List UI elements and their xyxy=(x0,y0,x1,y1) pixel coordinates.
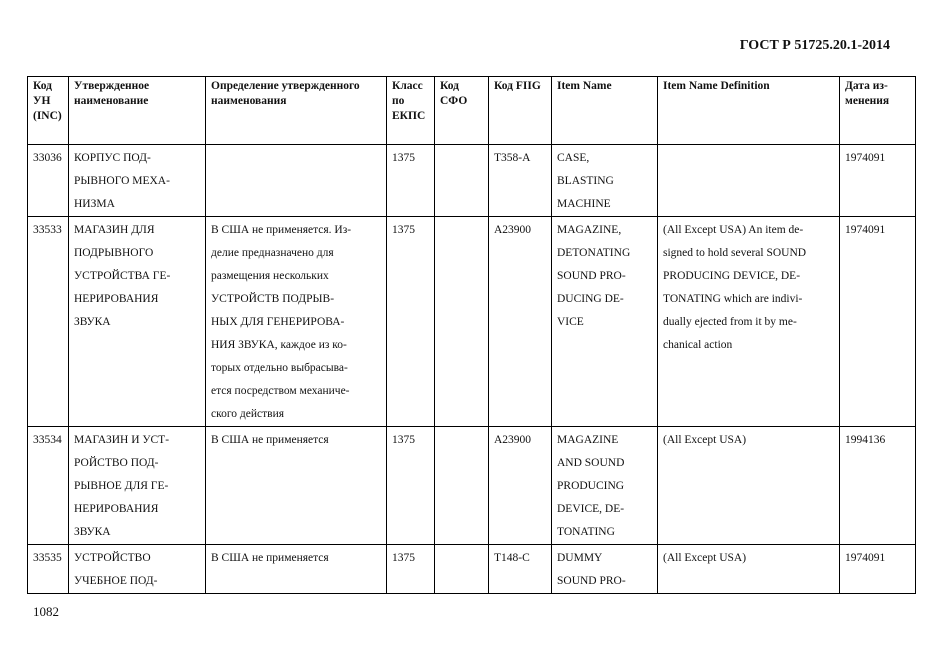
table-row xyxy=(28,145,916,217)
item-name-cell xyxy=(552,145,658,217)
cell-line: НЕРИРОВАНИЯ xyxy=(74,503,159,515)
inc-cell: 33036 xyxy=(28,145,69,217)
inc-cell: 33533 xyxy=(28,217,69,427)
sfo-code-cell xyxy=(435,545,489,594)
cell-line: МАГАЗИН ДЛЯ xyxy=(74,224,155,236)
fiig-code-cell: T358-A xyxy=(489,145,552,217)
sfo-code-cell xyxy=(435,145,489,217)
item-name-definition-cell xyxy=(658,145,840,217)
cell-line: В США не применяется xyxy=(211,552,329,564)
cell-line: НЕРИРОВАНИЯ xyxy=(74,293,159,305)
cell-line: SOUND PRO- xyxy=(557,575,626,587)
column-header: Класс по ЕКПС xyxy=(387,77,435,145)
cell-line: MAGAZINE, xyxy=(557,224,622,236)
cell-line: УСТРОЙСТВО xyxy=(74,552,151,564)
cell-line: (All Except USA) xyxy=(663,552,747,564)
change-date-cell: 1994136 xyxy=(840,427,916,545)
ekps-class-cell: 1375 xyxy=(387,217,435,427)
cell-line: BLASTING xyxy=(557,175,614,187)
cell-line: (All Except USA) An item de- xyxy=(663,224,804,236)
fiig-code-cell: T148-C xyxy=(489,545,552,594)
cell-line: DUCING DE- xyxy=(557,293,624,305)
cell-line: AND SOUND xyxy=(557,457,625,469)
column-header: Дата из- менения xyxy=(840,77,916,145)
cell-line: TONATING which are indivi- xyxy=(663,293,803,305)
cell-line: РЫВНОЕ ДЛЯ ГЕ- xyxy=(74,480,169,492)
ekps-class-cell: 1375 xyxy=(387,545,435,594)
definition-cell xyxy=(206,427,387,545)
item-name-cell xyxy=(552,217,658,427)
cell-line: dually ejected from it by me- xyxy=(663,316,797,328)
cell-line: УСТРОЙСТВ ПОДРЫВ- xyxy=(211,293,335,305)
cell-line: ется посредством механиче- xyxy=(211,385,350,397)
item-name-cell xyxy=(552,545,658,594)
cell-line: МАГАЗИН И УСТ- xyxy=(74,434,170,446)
cell-line: ПОДРЫВНОГО xyxy=(74,247,154,259)
cell-line: УСТРОЙСТВА ГЕ- xyxy=(74,270,171,282)
column-header: Код FIIG xyxy=(489,77,552,145)
cell-line: chanical action xyxy=(663,339,733,351)
item-name-definition-cell xyxy=(658,217,840,427)
approved-name-cell xyxy=(69,145,206,217)
cell-line: CASE, xyxy=(557,152,590,164)
cell-line: НИЯ ЗВУКА, каждое из ко- xyxy=(211,339,347,351)
cell-line: делие предназначено для xyxy=(211,247,334,259)
fiig-code-cell: A23900 xyxy=(489,217,552,427)
cell-line: signed to hold several SOUND xyxy=(663,247,807,259)
item-name-definition-cell xyxy=(658,427,840,545)
cell-line: В США не применяется xyxy=(211,434,329,446)
cell-line: НИЗМА xyxy=(74,198,115,210)
cell-line: размещения нескольких xyxy=(211,270,329,282)
cell-line: НЫХ ДЛЯ ГЕНЕРИРОВА- xyxy=(211,316,345,328)
cell-line: PRODUCING xyxy=(557,480,625,492)
change-date-cell: 1974091 xyxy=(840,217,916,427)
ekps-class-cell: 1375 xyxy=(387,145,435,217)
cell-line: TONATING xyxy=(557,526,615,538)
cell-line: VICE xyxy=(557,316,584,328)
page-number: 1082 xyxy=(33,604,59,619)
cell-line: DETONATING xyxy=(557,247,631,259)
column-header: Определение утвержденного наименования xyxy=(206,77,387,145)
cell-line: КОРПУС ПОД- xyxy=(74,152,151,164)
cell-line: (All Except USA) xyxy=(663,434,747,446)
cell-line: торых отдельно выбрасыва- xyxy=(211,362,348,374)
cell-line: В США не применяется. Из- xyxy=(211,224,352,236)
table-row xyxy=(28,217,916,427)
table-row xyxy=(28,427,916,545)
approved-name-cell xyxy=(69,545,206,594)
ekps-class-cell: 1375 xyxy=(387,427,435,545)
inc-cell: 33534 xyxy=(28,427,69,545)
cell-line: SOUND PRO- xyxy=(557,270,626,282)
cell-line: MAGAZINE xyxy=(557,434,619,446)
item-name-cell xyxy=(552,427,658,545)
cell-line: ского действия xyxy=(211,408,285,420)
definition-cell xyxy=(206,145,387,217)
column-header: Item Name Definition xyxy=(658,77,840,145)
column-header: Утвержденное наименование xyxy=(69,77,206,145)
cell-line: РОЙСТВО ПОД- xyxy=(74,457,159,469)
cell-line: MACHINE xyxy=(557,198,611,210)
change-date-cell: 1974091 xyxy=(840,545,916,594)
definition-cell xyxy=(206,217,387,427)
definition-cell xyxy=(206,545,387,594)
cell-line: DUMMY xyxy=(557,552,603,564)
approved-name-cell xyxy=(69,217,206,427)
cell-line: PRODUCING DEVICE, DE- xyxy=(663,270,801,282)
inc-cell: 33535 xyxy=(28,545,69,594)
column-header: Item Name xyxy=(552,77,658,145)
sfo-code-cell xyxy=(435,427,489,545)
cell-line: DEVICE, DE- xyxy=(557,503,625,515)
cell-line: ЗВУКА xyxy=(74,526,111,538)
sfo-code-cell xyxy=(435,217,489,427)
document-title: ГОСТ Р 51725.20.1-2014 xyxy=(739,38,890,53)
table-header-row xyxy=(28,77,916,145)
cell-line: РЫВНОГО МЕХА- xyxy=(74,175,170,187)
approved-name-cell xyxy=(69,427,206,545)
column-header: Код СФО xyxy=(435,77,489,145)
cell-line: ЗВУКА xyxy=(74,316,111,328)
column-header: Код УН (INC) xyxy=(28,77,69,145)
item-name-definition-cell xyxy=(658,545,840,594)
classification-table xyxy=(27,76,916,594)
change-date-cell: 1974091 xyxy=(840,145,916,217)
cell-line: УЧЕБНОЕ ПОД- xyxy=(74,575,158,587)
fiig-code-cell: A23900 xyxy=(489,427,552,545)
table-row xyxy=(28,545,916,594)
